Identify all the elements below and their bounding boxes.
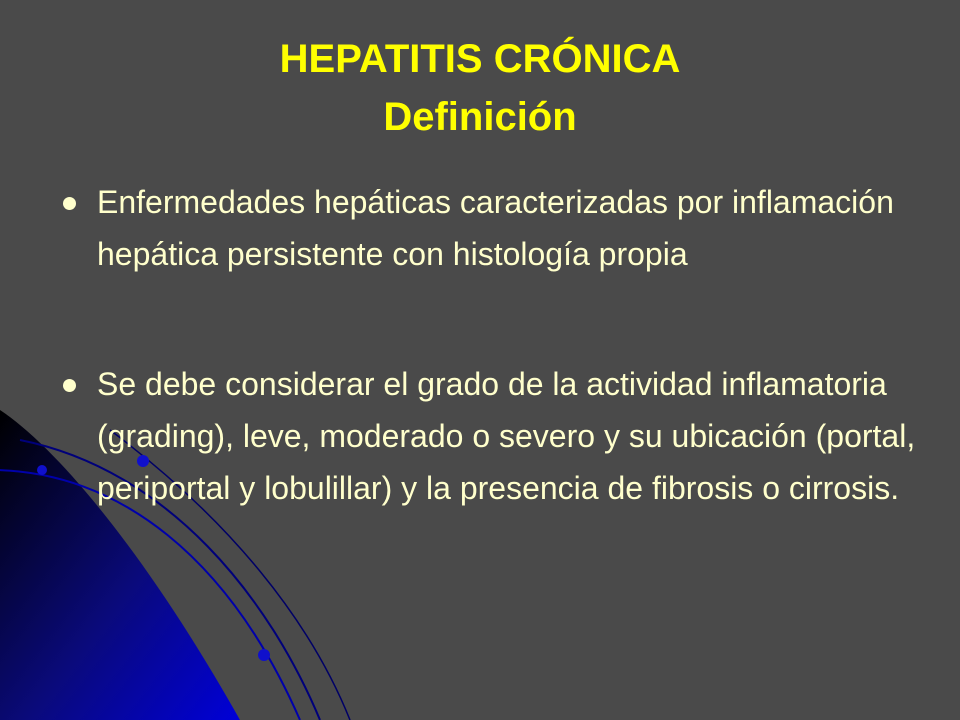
bullet-dot-icon xyxy=(63,197,76,210)
bullet-list xyxy=(55,176,935,514)
decor-dot-3 xyxy=(258,649,270,661)
bullet-text-2: Se debe considerar el grado de la actividad inflamatoria (grading), leve, moderado o severo y su ubicación (portal, periportal y lobulillar) y la presencia de fibrosis o cirrosis. xyxy=(97,366,916,506)
title-line-2: Definición xyxy=(383,95,577,139)
bullet-dot-icon xyxy=(63,379,76,392)
bullet-item-1 xyxy=(55,176,935,280)
bullet-text-1: Enfermedades hepáticas caracterizadas por inflamación hepática persistente con histología propia xyxy=(97,184,894,272)
slide-title xyxy=(0,30,960,146)
decor-dot-1 xyxy=(37,465,47,475)
bullet-item-2 xyxy=(55,358,935,514)
title-line-1: HEPATITIS CRÓNICA xyxy=(279,37,681,81)
